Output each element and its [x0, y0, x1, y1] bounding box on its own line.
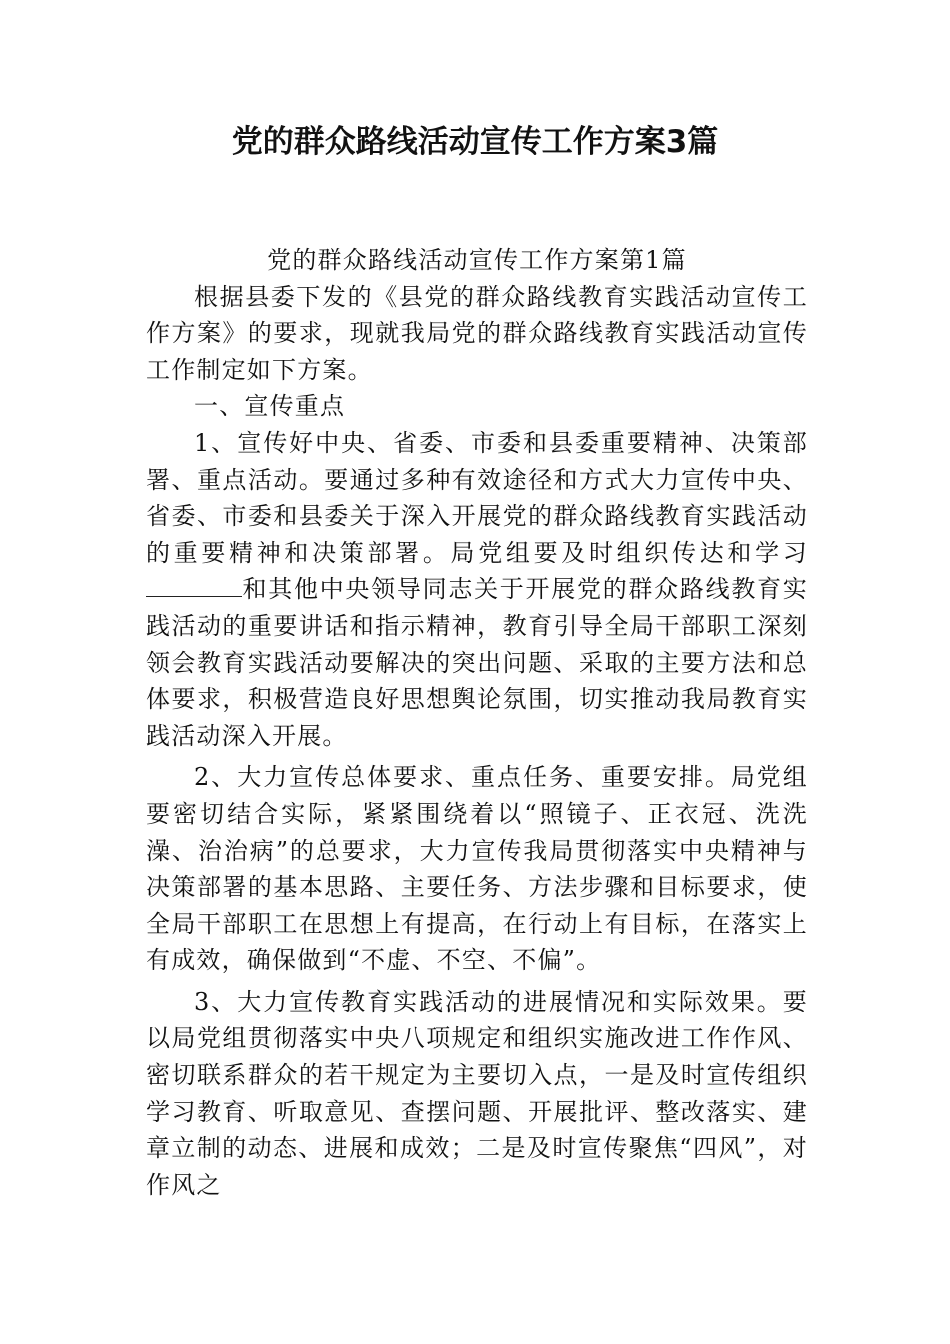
paragraph-item-1-text: 1、宣传好中央、省委、市委和县委重要精神、决策部署、重点活动。要通过多种有效途径和方式大力宣传中央、省委、市委和县委关于深入开展党的群众路线教育实践活动的重要精神和决策部署。局党组要及时组织传达和学习	[146, 428, 808, 567]
fill-in-blank	[146, 574, 242, 597]
section-subtitle: 党的群众路线活动宣传工作方案第1篇	[267, 246, 687, 274]
document-body	[146, 242, 808, 1203]
paragraph-item-2: 2、大力宣传总体要求、重点任务、重要安排。局党组要密切结合实际，紧紧围绕着以“照镜子、正衣冠、洗洗澡、治治病”的总要求，大力宣传我局贯彻落实中央精神与决策部署的基本思路、主要任务、方法步骤和目标要求，使全局干部职工在思想上有提高，在行动上有目标，在落实上有成效，确保做到“不虚、不空、不偏”。	[146, 763, 808, 975]
paragraph-intro: 根据县委下发的《县党的群众路线教育实践活动宣传工作方案》的要求，现就我局党的群众路线教育实践活动宣传工作制定如下方案。	[146, 282, 808, 384]
section-heading: 一、宣传重点	[194, 392, 346, 421]
paragraph-item-3: 3、大力宣传教育实践活动的进展情况和实际效果。要以局党组贯彻落实中央八项规定和组织实施改进工作作风、密切联系群众的若干规定为主要切入点，一是及时宣传组织学习教育、听取意见、查摆问题、开展批评、整改落实、建章立制的动态、进展和成效；二是及时宣传聚焦“四风”，对作风之	[146, 987, 808, 1199]
document-title: 党的群众路线活动宣传工作方案3篇	[231, 124, 719, 160]
paragraph-item-1-continued: 和其他中央领导同志关于开展党的群众路线教育实践活动的重要讲话和指示精神，教育引导全局干部职工深刻领会教育实践活动要解决的突出问题、采取的主要方法和总体要求，积极营造良好思想舆论氛围，切实推动我局教育实践活动深入开展。	[146, 575, 808, 750]
paragraph-item-1	[146, 425, 808, 754]
